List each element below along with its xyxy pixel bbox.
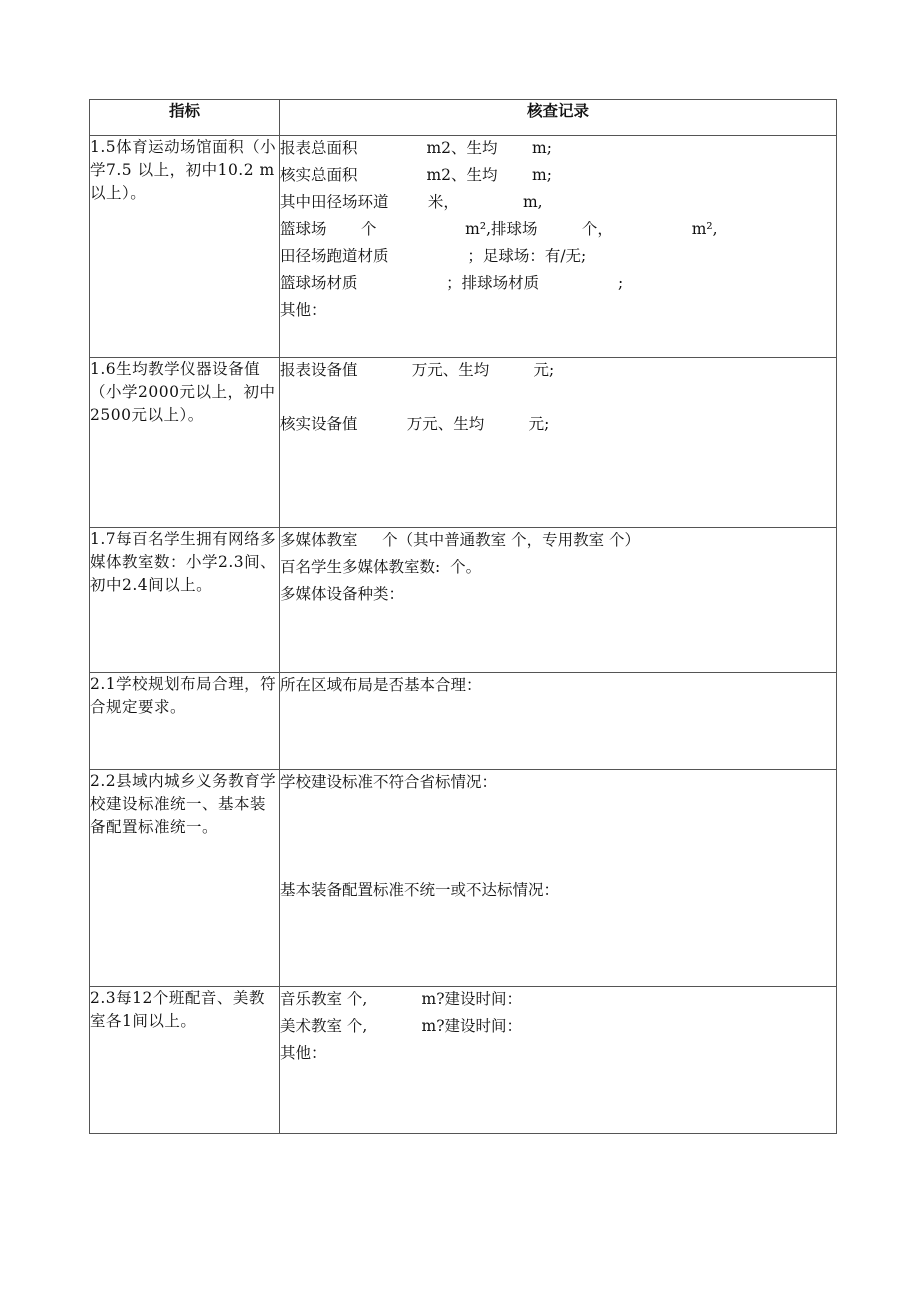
- record-cell: [280, 358, 837, 528]
- record-line: 多媒体设备种类：: [280, 585, 405, 603]
- record-line: 其他：: [280, 301, 327, 319]
- record-line: [280, 797, 836, 824]
- table-header-row: [90, 100, 837, 136]
- record-line: 所在区域布局是否基本合理：: [280, 676, 482, 694]
- record-line: [280, 824, 836, 851]
- record-line: 学校建设标准不符合省标情况：: [280, 773, 498, 791]
- table-row: [90, 136, 837, 358]
- record-line: 多媒体教室 个（其中普通教室 个，专用教室 个）: [280, 531, 640, 549]
- record-line: 报表总面积 m2、生均 m;: [280, 139, 552, 157]
- record-line: 核实总面积 m2、生均 m;: [280, 166, 552, 184]
- indicator-cell: 1.5体育运动场馆面积（小学7.5 以上，初中10.2 m以上）。: [90, 136, 280, 358]
- record-line: 美术教室 个, m?建设时间：: [280, 1017, 523, 1035]
- table-row: [90, 358, 837, 528]
- record-cell: [280, 770, 837, 987]
- indicator-cell: 1.7每百名学生拥有网络多媒体教室数：小学2.3间、初中2.4间以上。: [90, 528, 280, 673]
- record-line: 基本装备配置标准不统一或不达标情况：: [280, 881, 560, 899]
- record-line: 核实设备值 万元、生均 元;: [280, 415, 550, 433]
- record-cell: [280, 136, 837, 358]
- table-row: [90, 770, 837, 987]
- indicator-cell: 2.2县域内城乡义务教育学校建设标准统一、基本装备配置标准统一。: [90, 770, 280, 987]
- record-line: 篮球场材质 ；排球场材质 ;: [280, 274, 624, 292]
- indicator-cell: 2.1学校规划布局合理，符合规定要求。: [90, 673, 280, 770]
- record-line: 田径场跑道材质 ；足球场：有/无;: [280, 247, 587, 265]
- header-indicator: 指标: [90, 100, 280, 136]
- indicator-cell: 1.6生均教学仪器设备值（小学2000元以上，初中2500元以上）。: [90, 358, 280, 528]
- record-line: 其他：: [280, 1044, 327, 1062]
- record-cell: [280, 673, 837, 770]
- record-line: [280, 385, 836, 412]
- record-cell: [280, 528, 837, 673]
- record-line: 篮球场 个 m²,排球场 个， m²,: [280, 220, 718, 238]
- table-row: [90, 987, 837, 1134]
- record-cell: [280, 987, 837, 1134]
- record-line: 音乐教室 个, m?建设时间：: [280, 990, 523, 1008]
- record-line: [280, 851, 836, 878]
- record-line: 报表设备值 万元、生均 元;: [280, 361, 555, 379]
- table-row: [90, 528, 837, 673]
- record-line: 其中田径场环道 米， m,: [280, 193, 543, 211]
- header-record: 核查记录: [280, 100, 837, 136]
- inspection-record-table: [89, 99, 837, 1134]
- table-row: [90, 673, 837, 770]
- indicator-cell: 2.3每12个班配音、美教室各1间以上。: [90, 987, 280, 1134]
- record-line: 百名学生多媒体教室数: 个。: [280, 558, 482, 576]
